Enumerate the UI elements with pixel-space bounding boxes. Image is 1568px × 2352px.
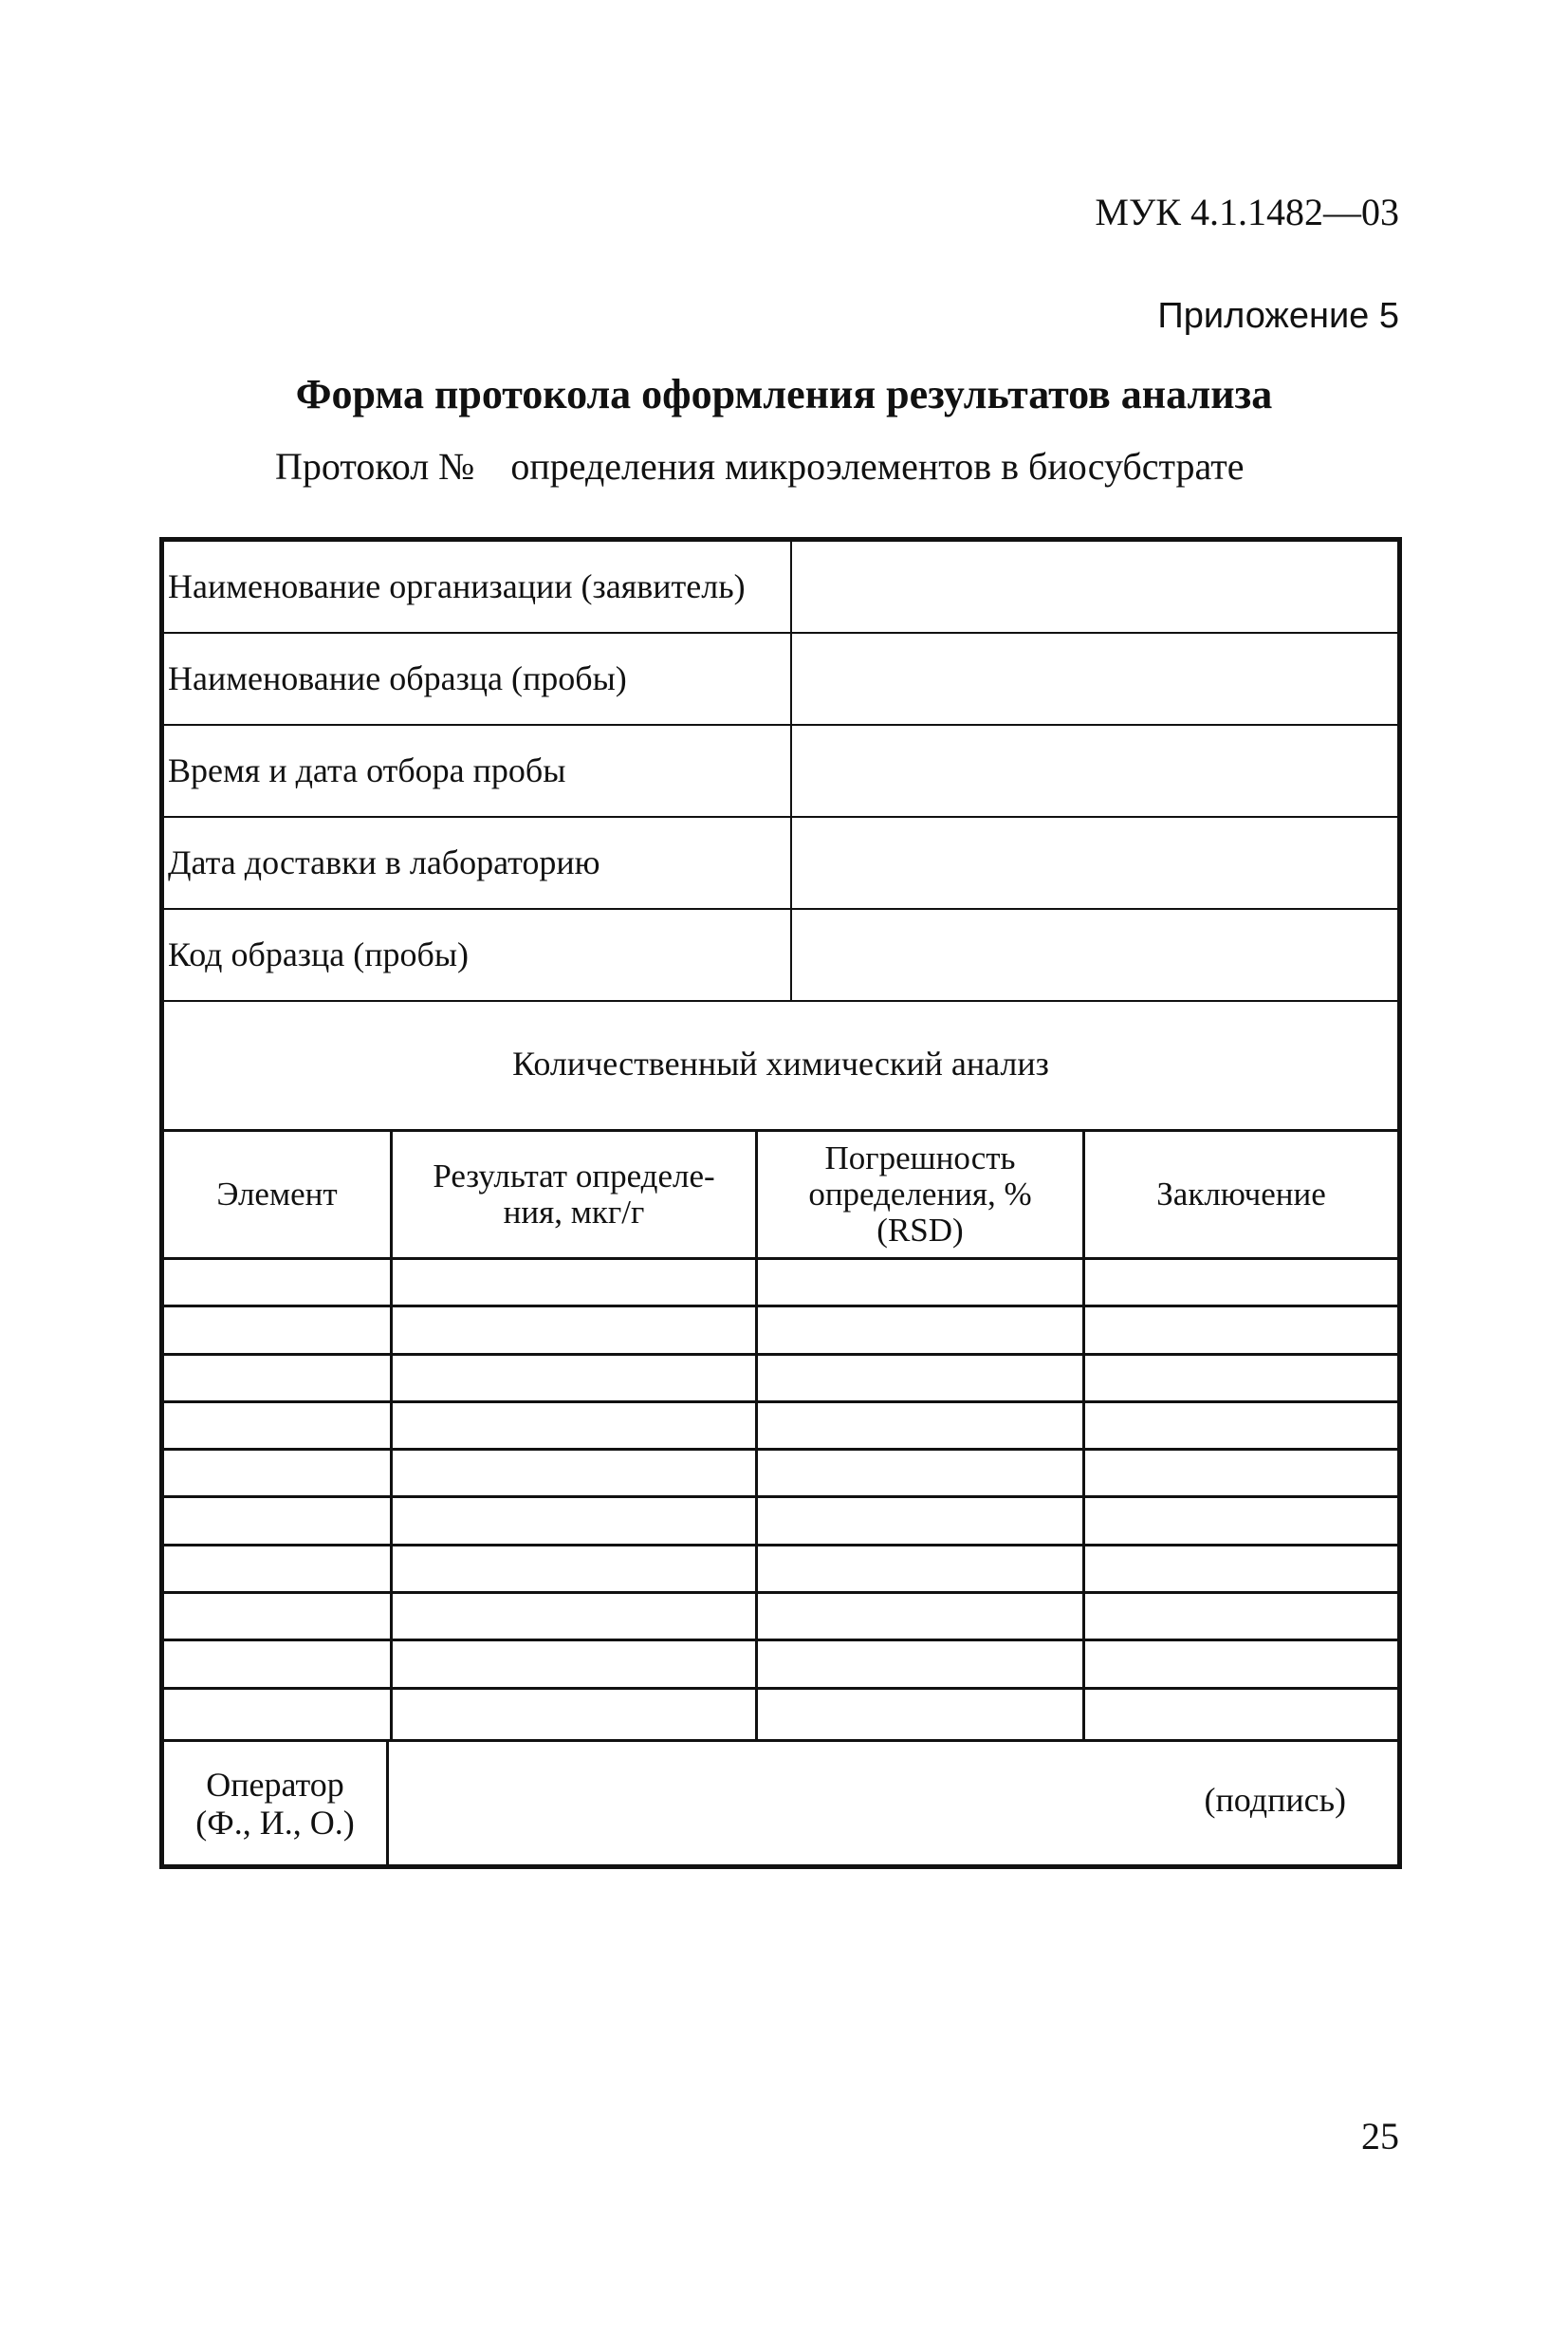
info-row-organization xyxy=(164,542,1397,634)
column-header-element: Элемент xyxy=(216,1176,338,1213)
operator-row xyxy=(164,1742,1397,1864)
protocol-purpose: определения микроэлементов в биосубстрате xyxy=(510,445,1245,488)
operator-label: Оператор (Ф., И., О.) xyxy=(195,1765,355,1842)
table-row xyxy=(164,1307,1397,1356)
conclusion-cell[interactable] xyxy=(1082,1451,1397,1495)
result-cell[interactable] xyxy=(390,1546,755,1591)
table-row xyxy=(164,1356,1397,1403)
result-cell[interactable] xyxy=(390,1451,755,1495)
info-value-field[interactable] xyxy=(790,726,1397,816)
element-cell[interactable] xyxy=(164,1594,390,1639)
conclusion-cell[interactable] xyxy=(1082,1594,1397,1639)
signature-label: (подпись) xyxy=(1204,1781,1346,1819)
conclusion-cell[interactable] xyxy=(1082,1690,1397,1739)
result-cell[interactable] xyxy=(390,1498,755,1544)
appendix-label: Приложение 5 xyxy=(1157,296,1399,336)
table-row xyxy=(164,1594,1397,1641)
conclusion-cell[interactable] xyxy=(1082,1403,1397,1448)
conclusion-cell[interactable] xyxy=(1082,1641,1397,1687)
table-row xyxy=(164,1451,1397,1498)
error-cell[interactable] xyxy=(755,1307,1082,1353)
result-cell[interactable] xyxy=(390,1594,755,1639)
info-label: Наименование организации (заявитель) xyxy=(168,567,746,605)
error-cell[interactable] xyxy=(755,1498,1082,1544)
info-row-delivery-date xyxy=(164,818,1397,910)
table-row xyxy=(164,1260,1397,1307)
document-code: МУК 4.1.1482—03 xyxy=(1095,191,1399,233)
info-label: Наименование образца (пробы) xyxy=(168,659,627,697)
column-header-error: Погрешность определения, % (RSD) xyxy=(755,1132,1082,1257)
form-title: Форма протокола оформления результатов анализа xyxy=(295,371,1273,417)
operator-signature-field[interactable] xyxy=(386,1742,1397,1864)
element-cell[interactable] xyxy=(164,1641,390,1687)
table-row xyxy=(164,1403,1397,1451)
protocol-form-table xyxy=(159,537,1402,1869)
section-title: Количественный химический анализ xyxy=(164,1002,1397,1132)
error-cell[interactable] xyxy=(755,1451,1082,1495)
element-cell[interactable] xyxy=(164,1356,390,1400)
page-number: 25 xyxy=(1361,2115,1399,2158)
conclusion-cell[interactable] xyxy=(1082,1546,1397,1591)
info-label: Время и дата отбора пробы xyxy=(168,751,566,789)
info-row-sample-name xyxy=(164,634,1397,726)
element-cell[interactable] xyxy=(164,1451,390,1495)
element-cell[interactable] xyxy=(164,1403,390,1448)
conclusion-cell[interactable] xyxy=(1082,1356,1397,1400)
table-row xyxy=(164,1690,1397,1742)
info-value-field[interactable] xyxy=(790,542,1397,632)
info-row-sample-code xyxy=(164,910,1397,1002)
element-cell[interactable] xyxy=(164,1260,390,1305)
table-row xyxy=(164,1546,1397,1594)
info-value-field[interactable] xyxy=(790,634,1397,724)
info-label: Код образца (пробы) xyxy=(168,935,470,973)
result-cell[interactable] xyxy=(390,1641,755,1687)
error-cell[interactable] xyxy=(755,1356,1082,1400)
error-cell[interactable] xyxy=(755,1260,1082,1305)
info-row-sampling-time xyxy=(164,726,1397,818)
element-cell[interactable] xyxy=(164,1690,390,1739)
column-header-result: Результат определе- ния, мкг/г xyxy=(390,1132,755,1257)
element-cell[interactable] xyxy=(164,1307,390,1353)
table-row xyxy=(164,1641,1397,1690)
error-cell[interactable] xyxy=(755,1403,1082,1448)
column-header-conclusion: Заключение xyxy=(1082,1132,1397,1257)
error-cell[interactable] xyxy=(755,1690,1082,1739)
result-cell[interactable] xyxy=(390,1307,755,1353)
result-cell[interactable] xyxy=(390,1690,755,1739)
conclusion-cell[interactable] xyxy=(1082,1260,1397,1305)
protocol-subtitle xyxy=(275,444,1244,489)
protocol-number-label: Протокол № xyxy=(275,445,475,488)
result-cell[interactable] xyxy=(390,1260,755,1305)
conclusion-cell[interactable] xyxy=(1082,1307,1397,1353)
info-value-field[interactable] xyxy=(790,818,1397,908)
results-header-row xyxy=(164,1132,1397,1260)
element-cell[interactable] xyxy=(164,1546,390,1591)
error-cell[interactable] xyxy=(755,1594,1082,1639)
result-cell[interactable] xyxy=(390,1403,755,1448)
conclusion-cell[interactable] xyxy=(1082,1498,1397,1544)
error-cell[interactable] xyxy=(755,1641,1082,1687)
error-cell[interactable] xyxy=(755,1546,1082,1591)
table-row xyxy=(164,1498,1397,1546)
element-cell[interactable] xyxy=(164,1498,390,1544)
result-cell[interactable] xyxy=(390,1356,755,1400)
info-value-field[interactable] xyxy=(790,910,1397,1000)
info-label: Дата доставки в лабораторию xyxy=(168,843,600,881)
